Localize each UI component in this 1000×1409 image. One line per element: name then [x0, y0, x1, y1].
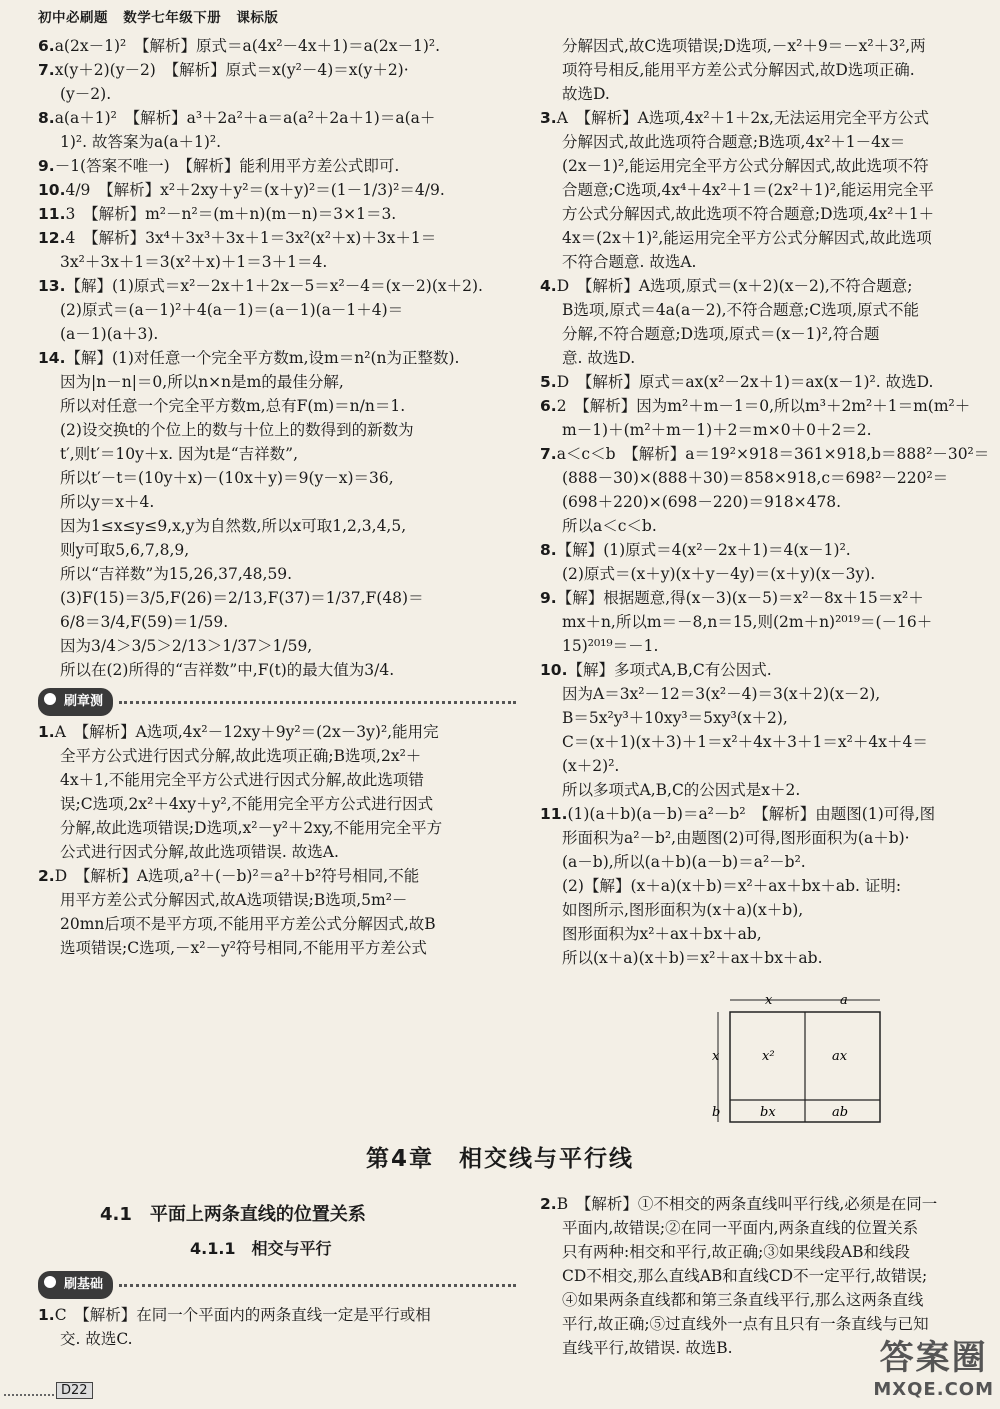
left-answers [38, 34, 516, 682]
question-number: 14. [38, 349, 66, 367]
watermark-text: 答案圈 [879, 1338, 988, 1378]
answer-text: 合题意;C选项,4x⁴＋4x²＋1＝(2x²＋1)²,能运用完全平 [562, 181, 934, 199]
answer-text: a＜c＜b 【解析】a＝19²×918＝361×918,b＝888²－30²＝ [556, 445, 990, 463]
answer-line [540, 730, 1000, 754]
answer-text: 【解】根据题意,得(x－3)(x－5)＝x²－8x＋15＝x²＋ [556, 589, 924, 607]
answer-line [38, 202, 516, 226]
answer-text: 分解因式,故此选项符合题意;B选项,4x²＋1－4x＝ [562, 133, 906, 151]
answer-text: 因为|n－n|＝0,所以n×n是m的最佳分解, [60, 373, 344, 391]
answer-line [38, 490, 516, 514]
answer-text: A 【解析】A选项,4x²－12xy＋9y²＝(2x－3y)²,能用完 [54, 723, 439, 741]
answer-line [540, 394, 1000, 418]
answer-text: t′,则t′＝10y＋x. 因为t是“吉祥数”, [60, 445, 299, 463]
answer-line [38, 178, 516, 202]
answer-text: 所以a＜c＜b. [562, 517, 657, 535]
answer-line [540, 754, 1000, 778]
answer-line [38, 418, 516, 442]
cell-x2: x² [762, 1049, 775, 1064]
chapter-test-badge [38, 688, 516, 716]
answer-text: a(a＋1)² 【解析】a³＋2a²＋a＝a(a²＋2a＋1)＝a(a＋ [54, 109, 436, 127]
answer-line [540, 562, 1000, 586]
answer-text: (2)设交换t的个位上的数与十位上的数得到的新数为 [60, 421, 414, 439]
answer-line [540, 1264, 1000, 1288]
answer-line [38, 34, 516, 58]
answer-text: 分解因式,故C选项错误;D选项,－x²＋9＝－x²＋3²,两 [562, 37, 926, 55]
cell-bx: bx [760, 1105, 776, 1120]
answer-text: CD不相交,那么直线AB和直线CD不一定平行,故错误; [562, 1267, 928, 1285]
answer-line [38, 768, 516, 792]
answer-text: (3)F(15)＝3/5,F(26)＝2/13,F(37)＝1/37,F(48)＝ [60, 589, 424, 607]
answer-text: (888－30)×(888＋30)＝858×918,c＝698²－220²＝ [562, 469, 949, 487]
answer-text: 所以(x＋a)(x＋b)＝x²＋ax＋bx＋ab. [562, 949, 823, 967]
answer-text: mx＋n,所以m＝－8,n＝15,则(2m＋n)²⁰¹⁹＝(－16＋ [562, 613, 933, 631]
answer-text: (698＋220)×(698－220)＝918×478. [562, 493, 842, 511]
answer-line [540, 778, 1000, 802]
question-number: 8. [38, 109, 55, 127]
answer-line [38, 658, 516, 682]
answer-line [540, 802, 1000, 826]
answer-text: 平行,故正确;⑤过直线外一点有且只有一条直线与已知 [562, 1315, 929, 1333]
answer-text: 因为3/4＞3/5＞2/13＞1/37＞1/59, [60, 637, 313, 655]
answer-text: B选项,原式＝4a(a－2),不符合题意;C选项,原式不能 [562, 301, 920, 319]
answer-text: 直线平行,故错误. 故选B. [562, 1339, 733, 1357]
dotted-rule [119, 1284, 516, 1287]
answer-text: 如图所示,图形面积为(x＋a)(x＋b), [562, 901, 804, 919]
question-number: 9. [38, 157, 55, 175]
chapter-test-answers [38, 720, 516, 960]
answer-text: C 【解析】在同一个平面内的两条直线一定是平行或相 [54, 1306, 431, 1324]
question-number: 13. [38, 277, 66, 295]
answer-line [540, 850, 1000, 874]
answer-line [38, 720, 516, 744]
answer-line [540, 154, 1000, 178]
answer-line [540, 490, 1000, 514]
question-number: 11. [38, 205, 66, 223]
answer-text: 因为1≤x≤y≤9,x,y为自然数,所以x可取1,2,3,4,5, [60, 517, 407, 535]
answer-text: 项符号相反,能用平方差公式分解因式,故D选项正确. [562, 61, 915, 79]
answer-text: 6/8＝3/4,F(59)＝1/59. [60, 613, 229, 631]
answer-text: x(y＋2)(y－2) 【解析】原式＝x(y²－4)＝x(y＋2)· [54, 61, 409, 79]
answer-text: 所以在(2)所得的“吉祥数”中,F(t)的最大值为3/4. [60, 661, 395, 679]
answer-line [540, 298, 1000, 322]
answer-line [38, 538, 516, 562]
answer-line [38, 394, 516, 418]
answer-line [540, 682, 1000, 706]
answer-text: 平面内,故错误;②在同一平面内,两条直线的位置关系 [562, 1219, 919, 1237]
answer-line [540, 58, 1000, 82]
dotted-rule [119, 701, 516, 704]
label-left-x: x [712, 1049, 720, 1064]
answer-line [38, 610, 516, 634]
basic-answers [38, 1303, 516, 1351]
answer-line [540, 1192, 1000, 1216]
answer-text: B＝5x²y³＋10xy³＝5xy³(x＋2), [562, 709, 788, 727]
answer-line [540, 586, 1000, 610]
answer-text: －1(答案不唯一) 【解析】能利用平方差公式即可. [54, 157, 400, 175]
question-number: 2. [38, 867, 55, 885]
area-figure [710, 992, 880, 1118]
answer-text: (2x－1)²,能运用完全平方公式分解因式,故此选项不符 [562, 157, 929, 175]
question-number: 2. [540, 1195, 557, 1213]
answer-text: 所以“吉祥数”为15,26,37,48,59. [60, 565, 293, 583]
answer-text: (2)【解】(x＋a)(x＋b)＝x²＋ax＋bx＋ab. 证明: [562, 877, 902, 895]
answer-text: 3x²＋3x＋1＝3(x²＋x)＋1＝3＋1＝4. [60, 253, 328, 271]
answer-line [38, 912, 516, 936]
label-top-x: x [765, 993, 773, 1008]
answer-text: D 【解析】A选项,原式＝(x＋2)(x－2),不符合题意; [556, 277, 913, 295]
chapter-title: 第4章 相交线与平行线 [365, 1146, 634, 1172]
answer-text: 4/9 【解析】x²＋2xy＋y²＝(x＋y)²＝(1－1/3)²＝4/9. [65, 181, 445, 199]
answer-line [540, 874, 1000, 898]
header-series: 初中必刷题 [38, 10, 108, 26]
answer-line [540, 322, 1000, 346]
cell-ab: ab [832, 1105, 849, 1120]
watermark-url: MXQE.COM [873, 1379, 994, 1400]
answer-line [38, 442, 516, 466]
basic-badge [38, 1271, 516, 1299]
answer-text: 选项错误;C选项,－x²－y²符号相同,不能用平方差公式 [60, 939, 427, 957]
answer-text: (a－1)(a＋3). [60, 325, 159, 343]
label-top-a: a [840, 993, 848, 1008]
answer-line [38, 1327, 516, 1351]
answer-text: 4 【解析】3x⁴＋3x³＋3x＋1＝3x²(x²＋x)＋3x＋1＝ [65, 229, 437, 247]
answer-line [540, 514, 1000, 538]
answer-text: 方公式分解因式,故此选项不符合题意;D选项,4x²＋1＋ [562, 205, 935, 223]
answer-line [540, 226, 1000, 250]
page-header [38, 6, 288, 26]
section-title: 4.1 平面上两条直线的位置关系 [100, 1204, 366, 1225]
answer-line [540, 130, 1000, 154]
subsection-title: 4.1.1 相交与平行 [190, 1239, 332, 1258]
answer-line [540, 898, 1000, 922]
answer-text: 误;C选项,2x²＋4xy＋y²,不能用完全平方公式进行因式 [60, 795, 434, 813]
left-column [38, 34, 516, 960]
question-number: 8. [540, 541, 557, 559]
answer-line [540, 178, 1000, 202]
header-edition: 课标版 [236, 10, 279, 26]
answer-text: D 【解析】A选项,a²＋(－b)²＝a²＋b²符号相同,不能 [54, 867, 420, 885]
area-diagram [710, 992, 880, 1122]
right-answers [540, 34, 1000, 970]
answer-text: 图形面积为x²＋ax＋bx＋ab, [562, 925, 762, 943]
answer-text: 所以y＝x＋4. [60, 493, 155, 511]
question-number: 1. [38, 1306, 55, 1324]
answer-text: 4x＋1,不能用完全平方公式进行因式分解,故此选项错 [60, 771, 424, 789]
answer-text: (x＋2)². [562, 757, 620, 775]
answer-line [38, 82, 516, 106]
answer-line [540, 82, 1000, 106]
answer-line [540, 1288, 1000, 1312]
answer-text: 【解】多项式A,B,C有公因式. [567, 661, 772, 679]
answer-text: 所以t′－t＝(10y＋x)－(10x＋y)＝9(y－x)＝36, [60, 469, 394, 487]
answer-line [540, 274, 1000, 298]
answer-text: 1)². 故答案为a(a＋1)². [60, 133, 222, 151]
answer-text: 用平方差公式分解因式,故A选项错误;B选项,5m²－ [60, 891, 408, 909]
answer-line [540, 946, 1000, 970]
answer-text: a(2x－1)² 【解析】原式＝a(4x²－4x＋1)＝a(2x－1)². [54, 37, 441, 55]
answer-line [540, 610, 1000, 634]
question-number: 11. [540, 805, 568, 823]
answer-line [38, 250, 516, 274]
answer-text: 所以对任意一个完全平方数m,总有F(m)＝n/n＝1. [60, 397, 406, 415]
right-column [540, 34, 1000, 970]
answer-line [540, 346, 1000, 370]
answer-line [540, 706, 1000, 730]
answer-line [38, 514, 516, 538]
cell-ax: ax [832, 1049, 848, 1064]
answer-line [540, 538, 1000, 562]
question-number: 1. [38, 723, 55, 741]
question-number: 5. [540, 373, 557, 391]
question-number: 7. [38, 61, 55, 79]
answer-line [540, 442, 1000, 466]
answer-line [38, 370, 516, 394]
question-number: 3. [540, 109, 557, 127]
answer-text: 【解】(1)原式＝x²－2x＋1＋2x－5＝x²－4＝(x－2)(x＋2). [65, 277, 483, 295]
answer-line [540, 1240, 1000, 1264]
answer-text: ④如果两条直线都和第三条直线平行,那么这两条直线 [562, 1291, 924, 1309]
answer-line [38, 226, 516, 250]
question-number: 12. [38, 229, 66, 247]
answer-text: (a－b),所以(a＋b)(a－b)＝a²－b². [562, 853, 806, 871]
answer-line [38, 792, 516, 816]
badge-label: 刷章测 [38, 688, 113, 716]
answer-text: 不符合题意. 故选A. [562, 253, 697, 271]
answer-text: 分解,故此选项错误;D选项,x²－y²＋2xy,不能用完全平方 [60, 819, 443, 837]
answer-text: 只有两种:相交和平行,故正确;③如果线段AB和线段 [562, 1243, 910, 1261]
answer-line [38, 840, 516, 864]
answer-line [38, 130, 516, 154]
answer-line [38, 562, 516, 586]
answer-text: 形面积为a²－b²,由题图(2)可得,图形面积为(a＋b)· [562, 829, 910, 847]
question-number: 6. [540, 397, 557, 415]
answer-line [540, 826, 1000, 850]
answer-line [540, 370, 1000, 394]
label-left-b: b [712, 1105, 721, 1120]
answer-text: 则y可取5,6,7,8,9, [60, 541, 190, 559]
answer-line [38, 586, 516, 610]
answer-text: 因为A＝3x²－12＝3(x²－4)＝3(x＋2)(x－2), [562, 685, 881, 703]
answer-line [38, 346, 516, 370]
answer-text: m－1)＋(m²＋m－1)＋2＝m×0＋0＋2＝2. [562, 421, 872, 439]
question-number: 4. [540, 277, 557, 295]
answer-line [38, 1303, 516, 1327]
answer-text: B 【解析】①不相交的两条直线叫平行线,必须是在同一 [556, 1195, 938, 1213]
answer-text: 所以多项式A,B,C的公因式是x＋2. [562, 781, 801, 799]
answer-text: 交. 故选C. [60, 1330, 133, 1348]
answer-text: 【解】(1)原式＝4(x²－2x＋1)＝4(x－1)². [556, 541, 851, 559]
basic-section [38, 1265, 516, 1351]
answer-text: 20mn后项不是平方项,不能用平方差公式分解因式,故B [60, 915, 436, 933]
answer-text: 4x＝(2x＋1)²,能运用完全平方公式分解因式,故此选项 [562, 229, 932, 247]
answer-text: 【解】(1)对任意一个完全平方数m,设m＝n²(n为正整数). [65, 349, 460, 367]
answer-line [38, 106, 516, 130]
answer-text: 意. 故选D. [562, 349, 636, 367]
answer-line [38, 58, 516, 82]
question-number: 10. [38, 181, 66, 199]
answer-line [540, 658, 1000, 682]
answer-text: D 【解析】原式＝ax(x²－2x＋1)＝ax(x－1)². 故选D. [556, 373, 934, 391]
question-number: 10. [540, 661, 568, 679]
answer-text: 2 【解析】因为m²＋m－1＝0,所以m³＋2m²＋1＝m(m²＋ [556, 397, 971, 415]
answer-text: (y－2). [60, 85, 112, 103]
answer-text: 公式进行因式分解,故此选项错误. 故选A. [60, 843, 339, 861]
answer-line [540, 1216, 1000, 1240]
badge-label: 刷基础 [38, 1271, 113, 1299]
answer-line [540, 634, 1000, 658]
answer-line [38, 274, 516, 298]
answer-line [38, 936, 516, 960]
answer-line [540, 34, 1000, 58]
answer-line [38, 744, 516, 768]
answer-line [540, 250, 1000, 274]
answer-text: 15)²⁰¹⁹＝－1. [562, 637, 659, 655]
answer-text: (2)原式＝(a－1)²＋4(a－1)＝(a－1)(a－1＋4)＝ [60, 301, 404, 319]
answer-text: 3 【解析】m²－n²＝(m＋n)(m－n)＝3×1＝3. [65, 205, 397, 223]
answer-line [38, 864, 516, 888]
answer-text: C＝(x＋1)(x＋3)＋1＝x²＋4x＋3＋1＝x²＋4x＋4＝ [562, 733, 928, 751]
page-dots [4, 1394, 54, 1396]
question-number: 7. [540, 445, 557, 463]
answer-line [38, 888, 516, 912]
answer-text: (2)原式＝(x＋y)(x＋y－4y)＝(x＋y)(x－3y). [562, 565, 876, 583]
answer-line [540, 922, 1000, 946]
answer-text: A 【解析】A选项,4x²＋1＋2x,无法运用完全平方公式 [556, 109, 929, 127]
watermark [873, 1330, 994, 1400]
answer-line [38, 466, 516, 490]
answer-text: 故选D. [562, 85, 610, 103]
answer-line [540, 466, 1000, 490]
header-subject: 数学七年级下册 [123, 10, 222, 26]
answer-text: 全平方公式进行因式分解,故此选项正确;B选项,2x²＋ [60, 747, 422, 765]
answer-line [38, 322, 516, 346]
answer-line [540, 418, 1000, 442]
answer-line [540, 106, 1000, 130]
question-number: 6. [38, 37, 55, 55]
answer-line [38, 634, 516, 658]
answer-text: 分解,不符合题意;D选项,原式＝(x－1)²,符合题 [562, 325, 880, 343]
answer-line [38, 816, 516, 840]
answer-line [38, 154, 516, 178]
answer-text: (1)(a＋b)(a－b)＝a²－b² 【解析】由题图(1)可得,图 [567, 805, 936, 823]
page-number: D22 [56, 1382, 93, 1399]
question-number: 9. [540, 589, 557, 607]
answer-line [540, 202, 1000, 226]
answer-line [38, 298, 516, 322]
